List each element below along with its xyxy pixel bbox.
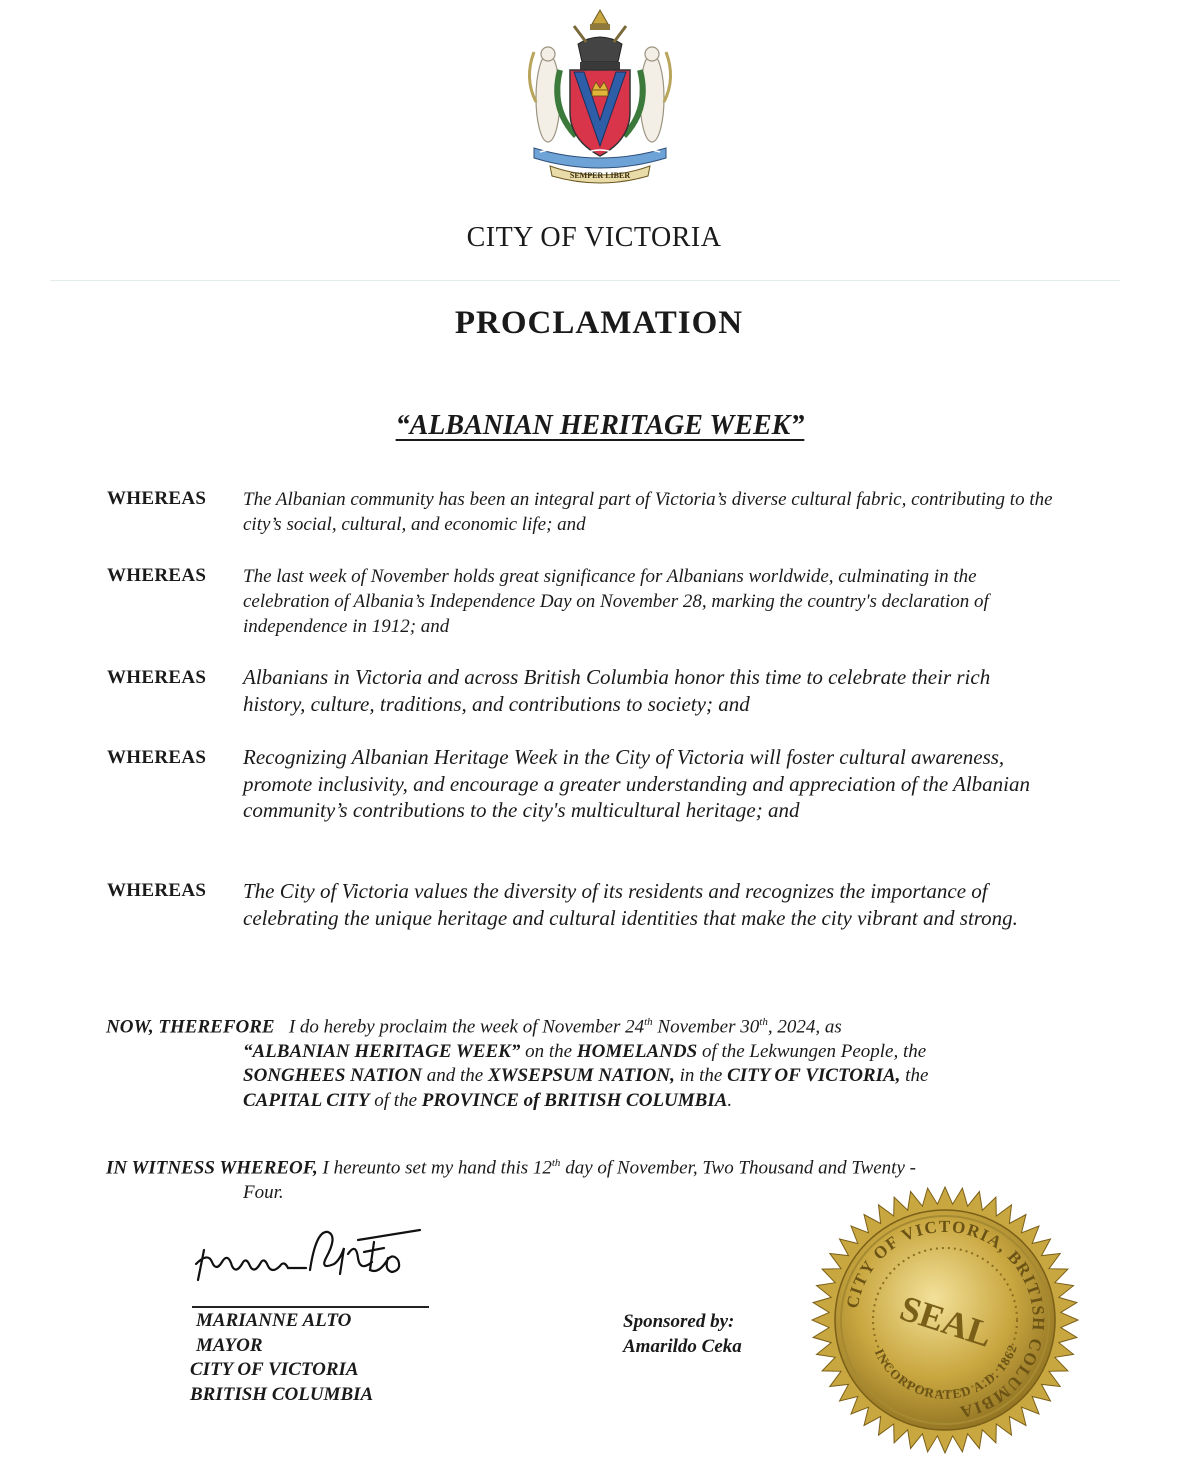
whereas-label: WHEREAS [107,565,207,586]
divider [50,280,1120,281]
crest-motto: SEMPER LIBER [569,171,631,180]
whereas-label: WHEREAS [107,880,207,901]
proclamation-statement: NOW, THEREFORE I do hereby proclaim the week of November 24th November 30th, 2024, as “ALBANIAN HERITAGE WEEK” on the HOMELANDS of the Lekwungen People, the SONGHEES NATION and the XWSEPSUM NATION, in the CITY OF VICTORIA, the CAPITAL CITY of the PROVINCE of BRITISH COLUMBIA. [106,1016,929,1111]
signatory-title: MAYOR [196,1334,263,1356]
whereas-clause: The Albanian community has been an integral part of Victoria’s diverse cultural fabric, contributing to the city’s social, cultural, and economic life; and [243,489,1053,535]
seal-bottom-text: INCORPORATED A.D. 1862 [871,1342,1021,1402]
seal-ring-text: CITY OF VICTORIA, BRITISH COLUMBIA [842,1216,1049,1422]
mayor-signature [188,1212,428,1292]
witness-statement: IN WITNESS WHEREOF, I hereunto set my hand this 12th day of November, Two Thousand and Twenty - Four. [106,1157,916,1204]
whereas-clause: The last week of November holds great significance for Albanians worldwide, culminating in the celebration of Albania’s Independence Day on November 28, marking the country's declaration of independence in 1912; and [243,566,989,637]
signatory-city: CITY OF VICTORIA [190,1359,359,1380]
signature-line [192,1306,429,1308]
proclamation-heading: PROCLAMATION [454,305,744,341]
whereas-clause: The City of Victoria values the diversity of its residents and recognizes the importance of celebrating the unique heritage and cultural identities that make the city vibrant and strong. [243,879,1018,930]
seal-center-text: SEAL [895,1287,998,1355]
coat-of-arms-icon [520,8,680,186]
sponsor-label: Sponsored by: [623,1311,735,1332]
whereas-clause: Albanians in Victoria and across British Columbia honor this time to celebrate their rich history, culture, traditions, and contributions to society; and [243,665,991,716]
whereas-label: WHEREAS [107,488,207,509]
city-heading: CITY OF VICTORIA [466,222,722,253]
whereas-label: WHEREAS [107,667,207,688]
sponsor-name: Amarildo Ceka [623,1335,742,1357]
whereas-label: WHEREAS [107,747,207,768]
whereas-clause: Recognizing Albanian Heritage Week in the City of Victoria will foster cultural awareness, promote inclusivity, and encourage a greater understanding and appreciation of the Albanian community’s contributions to the city's multicultural heritage; and [243,745,1031,822]
gold-seal-icon [810,1185,1080,1455]
observance-title: “ALBANIAN HERITAGE WEEK” [395,410,805,441]
signatory-province: BRITISH COLUMBIA [190,1383,374,1405]
signatory-name: MARIANNE ALTO [196,1310,352,1331]
sponsor-block [623,1310,742,1359]
signatory-block [190,1309,373,1407]
